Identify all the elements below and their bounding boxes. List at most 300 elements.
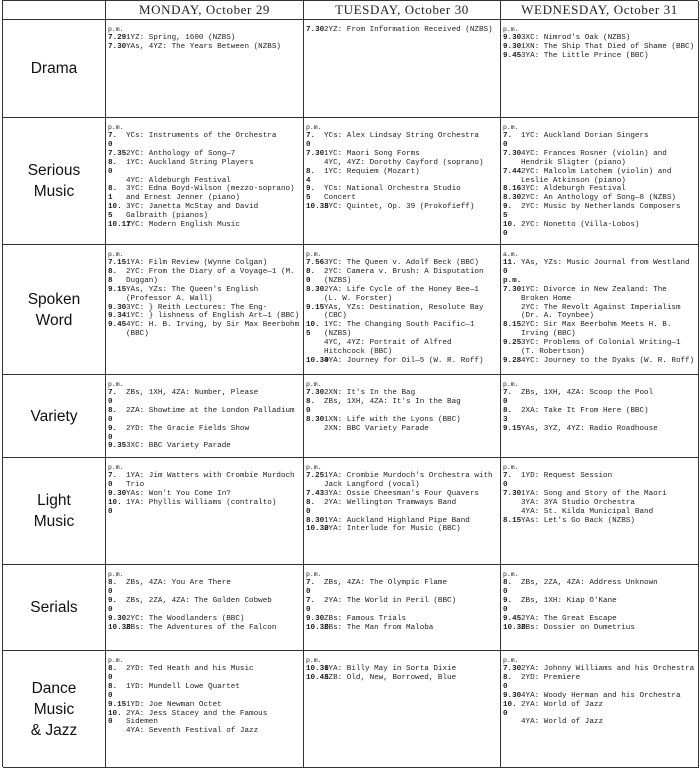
am-pm-marker: p.m. <box>503 571 519 578</box>
category-serious-music <box>3 118 106 245</box>
entry-time: 7. 0 <box>108 472 118 489</box>
am-pm-marker: p.m. <box>306 657 322 664</box>
entry-text: 4YA: Journey for Oil—5 (W. R. Roff) <box>324 356 484 365</box>
entry-text: 1YD: Request Session <box>521 472 613 480</box>
entry-time: 7.30 <box>503 665 522 673</box>
programme-entry <box>503 624 695 633</box>
programme-entry <box>108 150 300 159</box>
entry-time: 10.30 <box>108 623 131 632</box>
entry-text: 3YA: 3YA Studio Orchestra <box>521 498 635 507</box>
entry-time: 8.15 <box>503 321 522 330</box>
entry-time: 10.35 <box>306 203 329 212</box>
entry-text: 2YD: The Gracie Fields Show <box>126 424 250 433</box>
entry-time: 10.30 <box>306 665 329 673</box>
entry-text: YAs: Won't You Come In? <box>126 489 231 498</box>
programme-entry <box>503 221 695 239</box>
programme-cell-monday <box>106 458 304 565</box>
entry-text: ZBs, 2ZA, 4ZA: The Golden Cobweb <box>126 596 272 605</box>
programme-entry <box>108 321 300 339</box>
entry-time: 10.30 <box>306 525 329 534</box>
entry-text: ZBs: The Man from Maloba <box>324 623 434 632</box>
entry-time: 10.30 <box>306 356 329 365</box>
entry-text: 1YC: The Changing South Pacific—1 (NZBS) <box>324 321 475 339</box>
category-label: Serious Music <box>27 162 81 200</box>
entry-time: 9. 5 <box>503 203 513 221</box>
programme-cell-monday <box>106 651 304 768</box>
programme-entry <box>306 472 497 490</box>
programme-entry <box>306 304 497 322</box>
entry-text: 2YC: Malcolm Latchem (violin) and Leslie Atkinson (piano) <box>521 167 672 185</box>
entry-time: 7.43 <box>306 489 325 498</box>
entry-time: p.m. <box>503 276 522 285</box>
entry-text: YCs: Alex Lindsay String Orchestra <box>324 132 479 140</box>
entry-text: 2YA: Interlude for Music (BBC) <box>324 525 461 534</box>
entry-text: YAs, YZs: Destination, Resolute Bay (CBC) <box>324 303 484 321</box>
entry-text: 2YC: The Revolt Against Imperialism (Dr. A. Toynbee) <box>521 303 681 321</box>
entry-text: 3YC: Edna Boyd-Wilson (mezzo-soprano) and Ernest Jenner (piano) <box>126 185 295 203</box>
programme-entry <box>108 442 300 451</box>
entry-time: 8.30 <box>503 194 522 203</box>
entry-time: 8. 0 <box>503 673 513 691</box>
programme-entry <box>503 718 695 727</box>
programme-entry <box>306 268 497 286</box>
am-pm-marker: p.m. <box>306 464 322 471</box>
programme-entry <box>306 665 497 674</box>
entry-text: 2YC: An Anthology of Song—8 (NZBS) <box>521 194 676 203</box>
programme-entry <box>306 203 497 212</box>
entry-text: 1YZ: Spring, 1600 (NZBS) <box>126 34 236 42</box>
entry-text: 1YA: Crombie Murdoch's Orchestra with Jack Langford (vocal) <box>324 472 493 489</box>
programme-grid <box>2 0 698 767</box>
entry-time: 9.45 <box>503 614 522 623</box>
entry-time: 9.45 <box>503 51 522 60</box>
programme-entry <box>503 321 695 339</box>
programme-entry <box>306 286 497 304</box>
programme-cell-wednesday <box>501 375 699 458</box>
programme-entry <box>306 150 497 159</box>
programme-cell-monday <box>106 375 304 458</box>
entry-time: 8. 1 <box>108 185 118 203</box>
programme-entry <box>503 490 695 499</box>
entry-text: 3XC: Nimrod's Oak (NZBS) <box>521 34 631 42</box>
entry-time: 7. 0 <box>503 472 513 489</box>
category-label: Light Music <box>33 492 75 530</box>
entry-text: 2XA: Take It From Here (BBC) <box>521 406 649 415</box>
am-pm-marker: p.m. <box>108 251 124 258</box>
programme-entry <box>306 357 497 366</box>
programme-entry <box>306 624 497 633</box>
am-pm-marker: p.m. <box>503 657 519 664</box>
entry-text: 2ZB: Old, New, Borrowed, Blue <box>324 673 457 682</box>
programme-entry <box>108 425 300 443</box>
programme-cell-wednesday <box>501 565 699 651</box>
programme-entry <box>108 203 300 221</box>
entry-text: 2YC: Nonetto (Villa-Lobos) <box>521 221 640 230</box>
am-pm-marker: p.m. <box>108 124 124 131</box>
programme-cell-wednesday <box>501 118 699 245</box>
programme-entry <box>503 508 695 517</box>
entry-text: 2YC: The Woodlanders (BBC) <box>126 614 245 623</box>
entry-text: 1YC: Requiem (Mozart) <box>324 167 420 176</box>
entry-text: ZBs, 1XH, 4ZA: Scoop the Pool <box>521 389 654 397</box>
programme-cell-monday <box>106 20 304 118</box>
entry-text <box>521 277 695 286</box>
header-monday: MONDAY, October 29 <box>106 1 304 20</box>
entry-time: 8. 4 <box>306 167 316 185</box>
programme-entry <box>503 132 695 150</box>
programme-entry <box>503 517 695 526</box>
entry-text: ZBs, 1XH: Kiap O'Kane <box>521 596 617 605</box>
entry-text: 2ZA: Showtime at the London Palladium <box>126 406 295 415</box>
entry-time: 10. 0 <box>503 700 517 718</box>
entry-text: YCs: Instruments of the Orchestra <box>126 132 277 140</box>
programme-entry <box>108 624 300 633</box>
programme-entry <box>108 268 300 286</box>
programme-entry <box>503 615 695 624</box>
programme-entry <box>108 177 300 186</box>
entry-text: 2XN: It's In the Bag <box>324 389 416 397</box>
entry-text: 2YZ: From Information Received (NZBS) <box>324 26 493 34</box>
entry-time: 9. 0 <box>108 596 118 614</box>
programme-entry <box>306 398 497 416</box>
entry-time: 11. 0 <box>503 259 517 276</box>
entry-time: 7. 0 <box>503 389 513 406</box>
programme-cell-tuesday <box>304 651 501 768</box>
entry-text: 2YA: The Great Escape <box>521 614 617 623</box>
programme-entry <box>306 321 497 339</box>
entry-time: 8.30 <box>306 415 325 424</box>
entry-time: 9.28 <box>503 356 522 365</box>
category-serials <box>3 565 106 651</box>
programme-entry <box>306 26 497 35</box>
entry-text: 2YA: Jess Stacey and the Famous Sidemen <box>126 709 268 727</box>
entry-text: 4YC: Journey to the Dyaks (W. R. Roff) <box>521 356 695 365</box>
am-pm-marker: p.m. <box>503 124 519 131</box>
category-label: Serials <box>30 599 78 616</box>
entry-text: 2YC: Sir Max Beerbohm Meets H. B. Irving (BBC) <box>521 321 672 339</box>
am-pm-marker: p.m. <box>306 124 322 131</box>
entry-time: 7. 0 <box>306 596 316 614</box>
programme-cell-monday <box>106 245 304 375</box>
programme-entry <box>108 701 300 710</box>
entry-time: 7. 0 <box>306 579 316 596</box>
programme-cell-tuesday <box>304 118 501 245</box>
entry-text: 3YC: Aldeburgh Festival <box>521 185 626 194</box>
entry-text: 3YA: Ossie Cheesman's Four Quavers <box>324 489 479 498</box>
entry-text: 1YC: Divorce in New Zealand: The Broken Home <box>521 285 667 303</box>
entry-text: 1YA: Jim Watters with Crombie Murdoch Trio <box>126 472 295 489</box>
entry-text: ZBs, 4ZA: The Olympic Flame <box>324 579 448 587</box>
entry-text: ZBs, 1XH, 4ZA: Number, Please <box>126 389 259 397</box>
programme-entry <box>108 34 300 43</box>
entry-time: 9.25 <box>503 339 522 348</box>
programme-entry <box>503 43 695 52</box>
entry-time: 10.17 <box>108 221 131 230</box>
entry-time: 9.30 <box>503 42 522 51</box>
entry-time: 7.30 <box>503 149 522 158</box>
entry-text: 2YA: Wellington Tramways Band <box>324 498 457 507</box>
entry-text: 4YC, 4YZ: Dorothy Cayford (soprano) <box>324 158 484 167</box>
programme-entry <box>108 727 300 736</box>
entry-time: 9. 0 <box>503 596 513 614</box>
am-pm-marker: a.m. <box>503 251 519 258</box>
programme-entry <box>503 579 695 597</box>
am-pm-marker: p.m. <box>306 571 322 578</box>
corner-cell <box>3 1 106 20</box>
entry-text: 2YC: Music by Netherlands Composers <box>521 203 681 212</box>
programme-entry <box>108 389 300 407</box>
programme-entry <box>503 499 695 508</box>
entry-text: 1YC: Auckland String Players <box>126 158 254 167</box>
programme-cell-wednesday <box>501 651 699 768</box>
programme-entry <box>108 615 300 624</box>
entry-text: 4YA: St. Kilda Municipal Band <box>521 507 654 516</box>
entry-time: 8. 0 <box>108 682 118 700</box>
am-pm-marker: p.m. <box>503 26 519 33</box>
entry-time: 7.29 <box>108 34 127 42</box>
entry-text: 3XC: BBC Variety Parade <box>126 442 231 451</box>
entry-time: 7.30 <box>306 149 325 158</box>
am-pm-marker: p.m. <box>108 571 124 578</box>
entry-time: 7.44 <box>503 167 522 176</box>
entry-text: 3YC: } Reith Lectures: The Eng- <box>126 303 268 312</box>
entry-time: 9.30 <box>108 303 127 312</box>
programme-entry <box>306 490 497 499</box>
entry-text: 1YA: Billy May in Sorta Dixie <box>324 665 457 673</box>
entry-time: 7.35 <box>108 149 127 158</box>
programme-entry <box>108 259 300 268</box>
programme-entry <box>306 425 497 434</box>
entry-time: 10. 0 <box>503 221 517 238</box>
entry-text: 2YA: The World in Peril (BBC) <box>324 596 457 605</box>
category-light-music <box>3 458 106 565</box>
programme-entry <box>503 259 695 277</box>
entry-time: 9.45 <box>108 321 127 330</box>
programme-cell-tuesday <box>304 20 501 118</box>
entry-text: YAs, YZs: Music Journal from Westland <box>521 259 690 267</box>
programme-entry <box>503 203 695 221</box>
entry-time: 7.30 <box>108 42 127 51</box>
entry-time: 7.56 <box>306 259 325 267</box>
entry-text: 4YC: Aldeburgh Festival <box>126 176 231 185</box>
entry-text: YAs: Let's Go Back (NZBS) <box>521 516 635 525</box>
entry-time: 8. 0 <box>108 665 118 682</box>
entry-text: YAs, 4YZ: The Years Between (NZBS) <box>126 42 281 51</box>
entry-time: 9.30 <box>306 614 325 623</box>
programme-entry <box>108 159 300 177</box>
programme-entry <box>108 221 300 230</box>
programme-entry <box>503 665 695 674</box>
entry-text: 1YC: Auckland Dorian Singers <box>521 132 649 140</box>
programme-entry <box>306 168 497 186</box>
entry-text: 3YC: Janetta McStay and David Galbraith (pianos) <box>126 203 259 221</box>
programme-entry <box>306 674 497 683</box>
entry-time: 8. 0 <box>503 579 513 596</box>
programme-entry <box>503 701 695 719</box>
entry-text: 3YA: The Little Prince (BBC) <box>521 51 649 60</box>
entry-time: 9.35 <box>108 442 127 451</box>
programme-entry <box>503 692 695 701</box>
programme-entry <box>503 389 695 407</box>
entry-text: 1YA: Film Review (Wynne Colgan) <box>126 259 268 267</box>
entry-text: 1XN: Life with the Lyons (BBC) <box>324 415 461 424</box>
programme-cell-tuesday <box>304 458 501 565</box>
category-variety <box>3 375 106 458</box>
entry-time: 7.25 <box>306 472 325 480</box>
entry-time: 9.30 <box>108 614 127 623</box>
category-label: Drama <box>30 60 78 77</box>
entry-text: 1YC: } lishness of English Art—1 (BBC) <box>126 312 300 321</box>
programme-entry <box>503 168 695 186</box>
entry-text: 2XN: BBC Variety Parade <box>324 424 429 433</box>
entry-time: 8. 3 <box>503 406 513 424</box>
entry-text: ZBs: Famous Trials <box>324 614 407 623</box>
programme-entry <box>306 416 497 425</box>
programme-entry <box>306 615 497 624</box>
entry-text: YAs, YZs: The Queen's English (Professor A. Wall) <box>126 285 259 303</box>
programme-entry <box>108 185 300 203</box>
programme-cell-wednesday <box>501 245 699 375</box>
programme-entry <box>108 286 300 304</box>
programme-entry <box>108 490 300 499</box>
entry-time: 9. 5 <box>306 185 316 203</box>
entry-time: 9.30 <box>503 34 522 42</box>
category-drama <box>3 20 106 118</box>
programme-entry <box>503 34 695 43</box>
programme-cell-wednesday <box>501 20 699 118</box>
programme-entry <box>306 389 497 398</box>
programme-entry <box>503 286 695 304</box>
entry-text: 2YA: Life Cycle of the Honey Bee—1 (L. W. Forster) <box>324 285 479 303</box>
am-pm-marker: p.m. <box>108 657 124 664</box>
programme-entry <box>503 52 695 61</box>
entry-time: 10. 0 <box>108 709 122 727</box>
programme-entry <box>306 579 497 597</box>
programme-entry <box>503 472 695 490</box>
entry-text: 2YA: World of Jazz <box>521 700 604 709</box>
programme-entry <box>306 132 497 150</box>
entry-text: ZBs, 4ZA: You Are There <box>126 579 231 587</box>
am-pm-marker: p.m. <box>108 381 124 388</box>
entry-time: 9.15 <box>108 700 127 709</box>
entry-time: 7. 0 <box>306 132 316 149</box>
entry-text: 4YA: Seventh Festival of Jazz <box>126 727 259 736</box>
header-tuesday: TUESDAY, October 30 <box>304 1 501 20</box>
entry-text: 1YA: Song and Story of the Maori <box>521 489 667 498</box>
entry-time: 8. 0 <box>306 498 316 516</box>
programme-entry <box>503 277 695 286</box>
programme-entry <box>503 407 695 425</box>
entry-text: 4YA: Woody Herman and his Orchestra <box>521 691 681 700</box>
programme-entry <box>503 339 695 357</box>
programme-entry <box>108 132 300 150</box>
entry-time: 9.34 <box>108 312 127 321</box>
entry-time: 10.30 <box>503 623 526 632</box>
entry-text: YAs, 3YZ, 4YZ: Radio Roadhouse <box>521 424 658 433</box>
entry-time: 7.30 <box>503 489 522 498</box>
am-pm-marker: p.m. <box>306 251 322 258</box>
programme-cell-monday <box>106 118 304 245</box>
programme-entry <box>306 499 497 517</box>
programme-entry <box>108 407 300 425</box>
entry-text: ZBs: The Adventures of the Falcon <box>126 623 277 632</box>
entry-time: 7.30 <box>306 26 325 34</box>
programme-entry <box>108 499 300 517</box>
entry-time: 8.30 <box>306 285 325 294</box>
entry-time: 8. 0 <box>306 267 316 285</box>
entry-time: 9.15 <box>108 285 127 294</box>
entry-text: 1YA: Auckland Highland Pipe Band <box>324 516 470 525</box>
programme-cell-tuesday <box>304 245 501 375</box>
entry-time: 10. 0 <box>108 498 122 516</box>
programme-entry <box>503 674 695 692</box>
entry-time: 8. 0 <box>108 406 118 424</box>
am-pm-marker: p.m. <box>503 381 519 388</box>
programme-entry <box>108 710 300 728</box>
programme-entry <box>503 194 695 203</box>
entry-time: 10.30 <box>306 623 329 632</box>
am-pm-marker: p.m. <box>108 464 124 471</box>
programme-entry <box>306 597 497 615</box>
entry-time: 7. 0 <box>108 389 118 406</box>
programme-cell-tuesday <box>304 565 501 651</box>
programme-entry <box>306 259 497 268</box>
entry-text: 3YC: The Queen v. Adolf Beck (BBC) <box>324 259 479 267</box>
entry-time: 8.30 <box>306 516 325 525</box>
entry-time: 9.30 <box>503 691 522 700</box>
programme-cell-monday <box>106 565 304 651</box>
category-label: Dance Music & Jazz <box>30 679 78 739</box>
programme-entry <box>306 159 497 168</box>
programme-entry <box>503 304 695 322</box>
programme-entry <box>503 425 695 434</box>
entry-text: ZBs, 2ZA, 4ZA: Address Unknown <box>521 579 658 587</box>
entry-text: 4YC, 4YZ: Portrait of Alfred Hitchcock (BBC) <box>324 339 452 357</box>
entry-time: 7.15 <box>108 259 127 267</box>
entry-text: ZBs: Dossier on Dumetrius <box>521 623 635 632</box>
entry-text: 2YA: Johnny Williams and his Orchestra <box>521 665 695 673</box>
entry-text: 1YC: Modern English Music <box>126 221 240 230</box>
programme-entry <box>306 525 497 534</box>
entry-time: 8. 0 <box>306 397 316 415</box>
entry-time: 8. 0 <box>108 158 118 176</box>
programme-cell-tuesday <box>304 375 501 458</box>
entry-time: 9.15 <box>306 303 325 312</box>
header-wednesday: WEDNESDAY, October 31 <box>501 1 699 20</box>
entry-text: 1XN: The Ship That Died of Shame (BBC) <box>521 42 695 51</box>
programme-entry <box>503 185 695 194</box>
category-spoken-word <box>3 245 106 375</box>
programme-entry <box>108 665 300 683</box>
entry-text: 1YD: Mundell Lowe Quartet <box>126 682 240 691</box>
entry-text: 1YC: Maori Song Forms <box>324 149 420 158</box>
programme-entry <box>108 472 300 490</box>
entry-time: 8.16 <box>503 185 522 194</box>
entry-time: 8. 0 <box>108 579 118 596</box>
entry-text: 4YC: Frances Rosner (violin) and Hendrik Sligter (piano) <box>521 149 667 167</box>
entry-text: 2YC: Anthology of Song—7 <box>126 149 236 158</box>
entry-text: 2YD: Premiere <box>521 673 581 682</box>
programme-entry <box>306 339 497 357</box>
programme-entry <box>503 597 695 615</box>
programme-entry <box>108 683 300 701</box>
am-pm-marker: p.m. <box>108 26 124 33</box>
entry-text: 4YA: World of Jazz <box>521 718 604 727</box>
entry-text: ZBs, 1XH, 4ZA: It's In the Bag <box>324 397 461 406</box>
entry-text: 4YC: H. B. Irving, by Sir Max Beerbohm (BBC) <box>126 321 300 339</box>
entry-text: 1YD: Joe Newman Octet <box>126 700 222 709</box>
entry-time: 10. 5 <box>306 321 320 339</box>
